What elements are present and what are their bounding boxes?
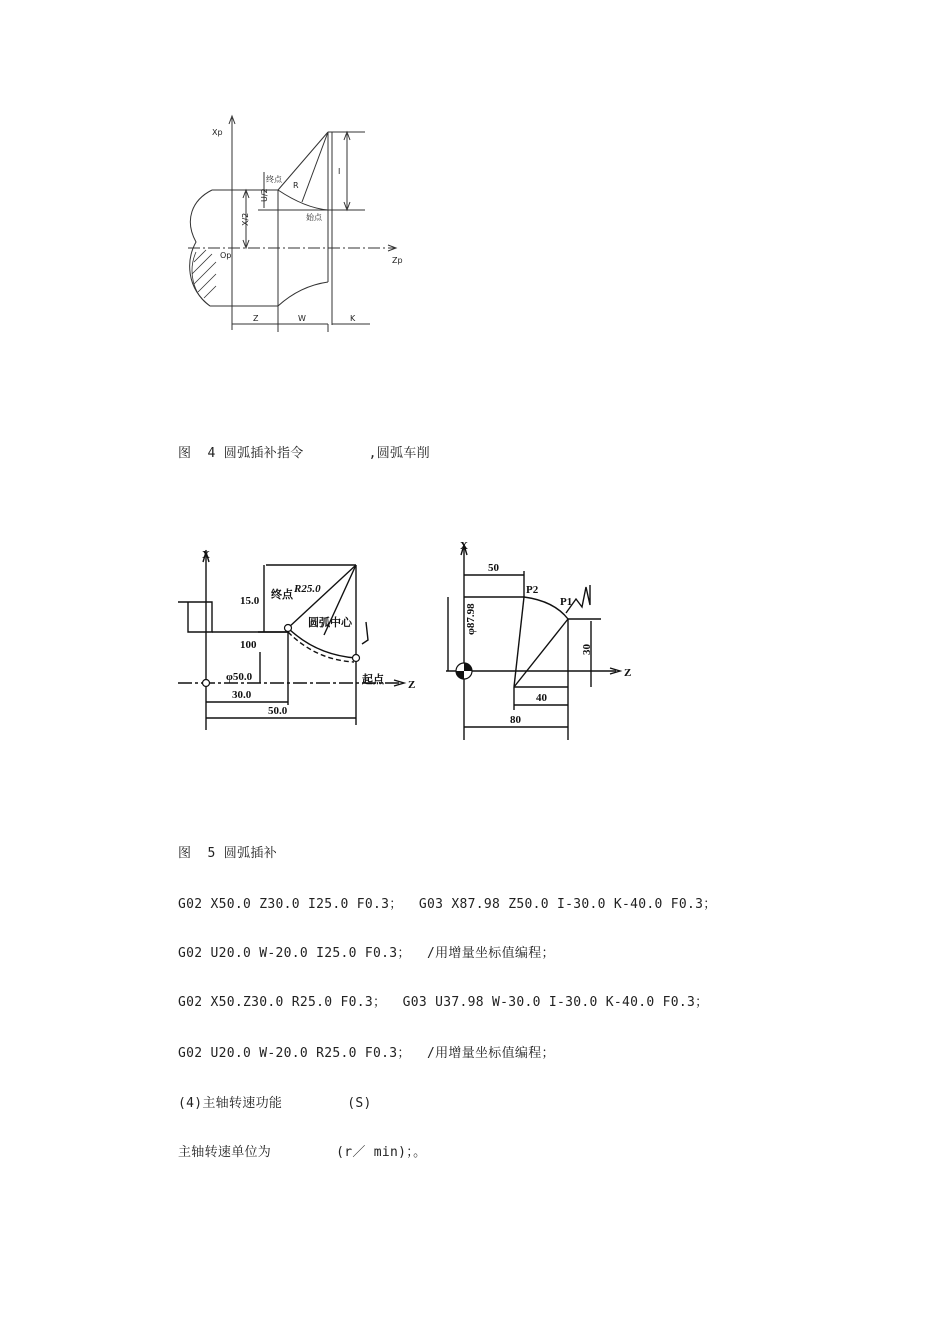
zp-axis-label: Zp (392, 256, 403, 265)
figure-arc-interpolation-schematic (180, 110, 420, 340)
p2-label: P2 (526, 584, 539, 596)
g03-example-svg (436, 535, 646, 745)
end-point-label: 终点 (266, 175, 282, 184)
figure-g02-example (176, 540, 426, 740)
xp-axis-label: Xp (212, 128, 223, 137)
radius-label: R25.0 (294, 583, 321, 595)
w-dimension-label: W (298, 314, 306, 323)
start-point-label: 起点 (362, 674, 384, 686)
schematic-svg (180, 110, 420, 340)
code-line-4: G02 U20.0 W-20.0 R25.0 F0.3； /用增量坐标值编程； (178, 1046, 555, 1061)
z-axis-label: Z (408, 679, 416, 691)
arc-center-label: 圆弧中心 (308, 617, 352, 629)
caption-figure-4: 图 4 圆弧插补指令 ,圆弧车削 (178, 446, 430, 461)
spindle-speed-unit: 主轴转速单位为 (r／ min)；。 (178, 1145, 427, 1160)
dim-30-label: 30.0 (232, 689, 252, 701)
dim-30-label: 30 (581, 644, 593, 655)
x2-dimension-label: X/2 (241, 212, 250, 226)
start-point-label: 始点 (306, 213, 322, 222)
dim-40-label: 40 (536, 692, 547, 704)
u2-dimension-label: U/2 (260, 188, 269, 202)
code-line-1: G02 X50.0 Z30.0 I25.0 F0.3； G03 X87.98 Z50.0 I-30.0 K-40.0 F0.3； (178, 897, 717, 912)
z-axis-label: Z (624, 667, 632, 679)
radius-label: R (293, 181, 299, 190)
code-line-2: G02 U20.0 W-20.0 I25.0 F0.3； /用增量坐标值编程； (178, 946, 555, 961)
caption-figure-5: 图 5 圆弧插补 (178, 846, 278, 861)
g02-example-svg (176, 540, 426, 740)
end-point-label: 终点 (271, 589, 293, 601)
p1-label: P1 (560, 596, 573, 608)
dim-50-label: 50.0 (268, 705, 288, 717)
dim-80-label: 80 (510, 714, 521, 726)
dim-50-label: 50 (488, 562, 499, 574)
dim-15-label: 15.0 (240, 595, 260, 607)
dim-phi50-label: φ50.0 (226, 671, 253, 683)
origin-label: Op (220, 251, 232, 260)
dim-100-label: 100 (240, 639, 257, 651)
x-axis-label: X (202, 549, 210, 561)
figure-g03-example (436, 535, 646, 745)
x-axis-label: X (460, 540, 468, 552)
i-dimension-label: I (338, 167, 341, 176)
dim-phi-label: φ87.98 (465, 603, 477, 635)
k-dimension-label: K (350, 314, 356, 323)
spindle-speed-heading: (4)主轴转速功能 (S) (178, 1096, 372, 1111)
z-dimension-label: Z (253, 314, 259, 323)
code-line-3: G02 X50.Z30.0 R25.0 F0.3； G03 U37.98 W-30.0 I-30.0 K-40.0 F0.3； (178, 995, 709, 1010)
